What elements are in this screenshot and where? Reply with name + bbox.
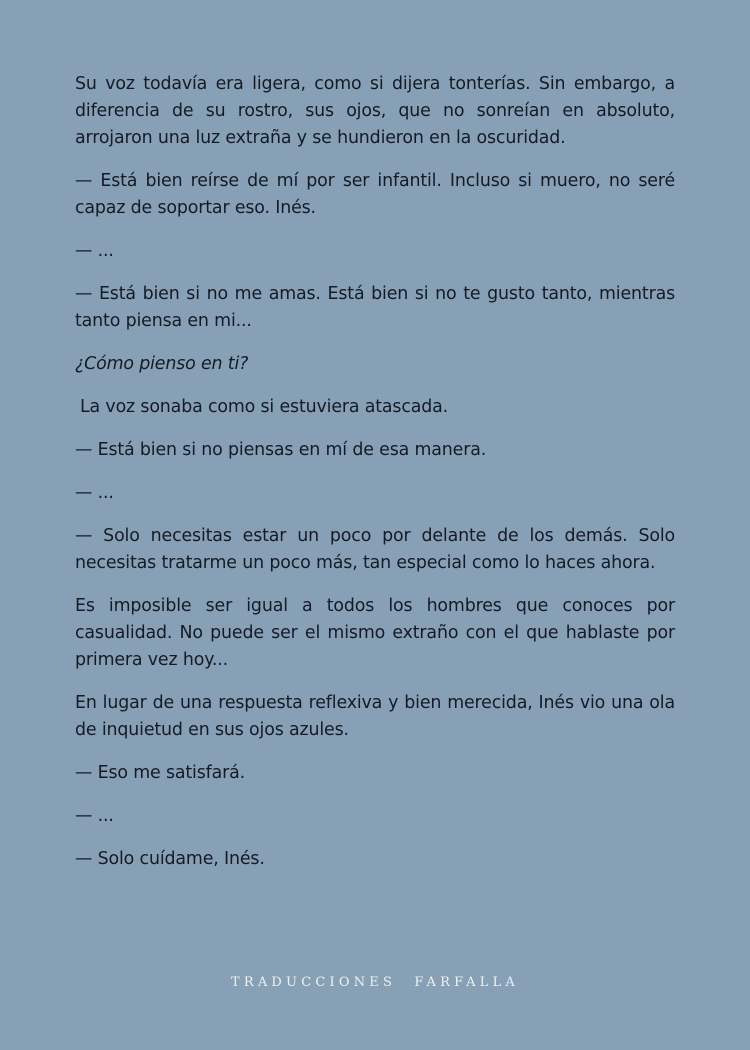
paragraph-narration: La voz sonaba como si estuviera atascada. (80, 397, 449, 417)
paragraph-dialogue: — Está bien si no me amas. Está bien si no te gusto tanto, mientras tanto piensa en mi... (75, 284, 675, 331)
paragraph-thought: ¿Cómo pienso en ti? (75, 354, 249, 374)
paragraph-dialogue: — Está bien reírse de mí por ser infantil. Incluso si muero, no seré capaz de soportar eso. Inés. (75, 171, 675, 218)
paragraph-dialogue: — Solo necesitas estar un poco por delante de los demás. Solo necesitas tratarme un poco más, tan especial como lo haces ahora. (75, 526, 675, 573)
page-body (75, 71, 675, 889)
paragraph-dialogue: — Eso me satisfará. (75, 763, 245, 783)
paragraph-narration: En lugar de una respuesta reflexiva y bien merecida, Inés vio una ola de inquietud en sus ojos azules. (75, 693, 675, 740)
footer-credit: TRADUCCIONES FARFALLA (230, 975, 519, 990)
paragraph-dialogue-ellipsis: — ... (75, 806, 114, 826)
paragraph-narration: Es imposible ser igual a todos los hombres que conoces por casualidad. No puede ser el mismo extraño con el que hablaste por primera vez hoy... (75, 596, 675, 670)
paragraph-dialogue: — Está bien si no piensas en mí de esa manera. (75, 440, 487, 460)
paragraph-dialogue: — Solo cuídame, Inés. (75, 849, 265, 869)
paragraph-dialogue-ellipsis: — ... (75, 483, 114, 503)
paragraph-dialogue-ellipsis: — ... (75, 241, 114, 261)
paragraph-narration: Su voz todavía era ligera, como si dijera tonterías. Sin embargo, a diferencia de su rostro, sus ojos, que no sonreían en absoluto, arrojaron una luz extraña y se hundieron en la oscuridad. (75, 74, 675, 148)
